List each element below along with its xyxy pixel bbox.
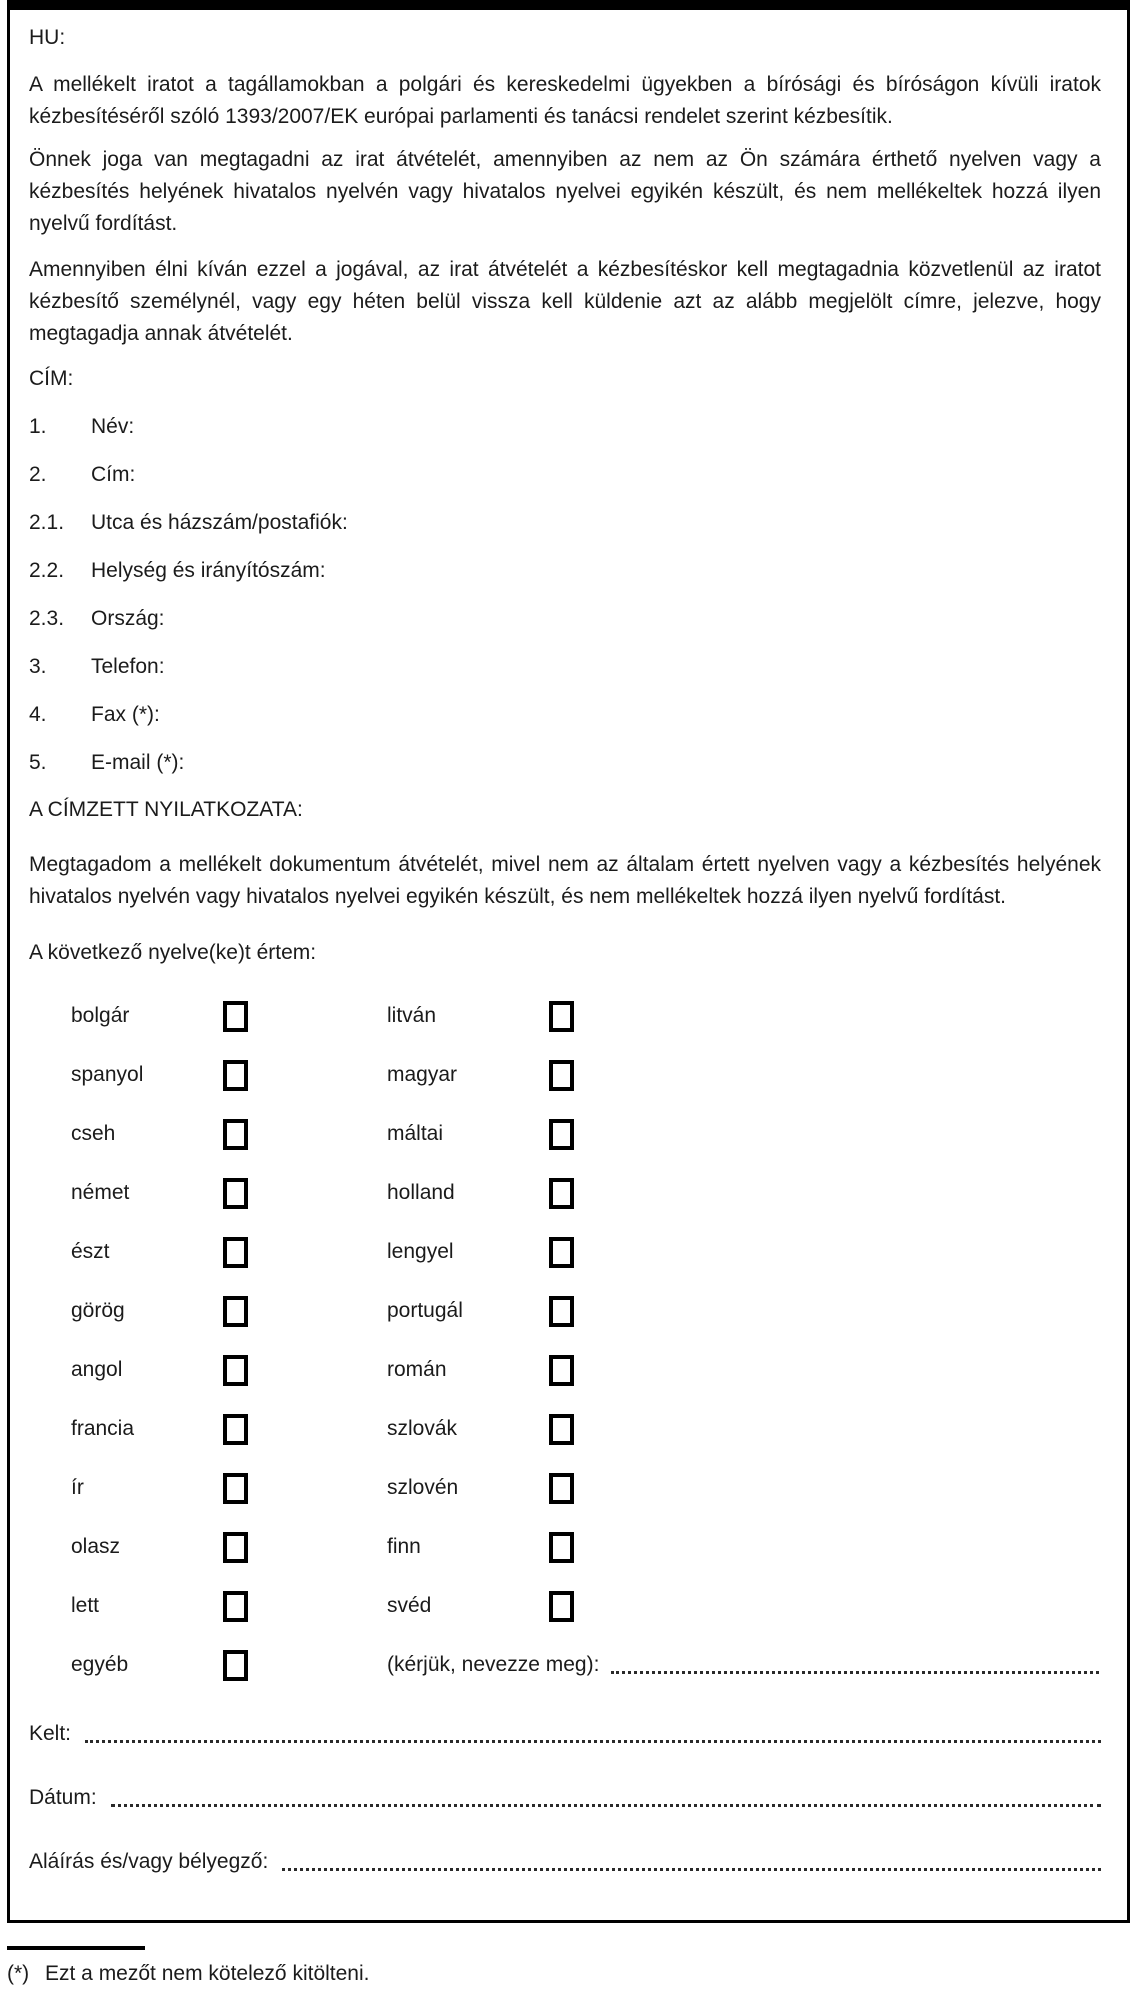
signature-row xyxy=(29,1846,1101,1878)
language-row xyxy=(71,1531,1101,1563)
declaration-heading: A CÍMZETT NYILATKOZATA: xyxy=(29,798,303,821)
checkbox-cseh[interactable] xyxy=(223,1119,248,1150)
language-label-lengyel: lengyel xyxy=(387,1240,454,1263)
language-row-other xyxy=(71,1649,1101,1681)
checkbox-angol[interactable] xyxy=(223,1355,248,1386)
language-row xyxy=(71,1472,1101,1504)
checkbox-finn[interactable] xyxy=(549,1532,574,1563)
address-field-number: 5. xyxy=(29,751,47,774)
footnote xyxy=(7,1959,370,1989)
kelt-label: Kelt: xyxy=(29,1722,72,1745)
language-row xyxy=(71,1177,1101,1209)
address-field-helyseg xyxy=(29,555,1101,587)
address-field-number: 2.3. xyxy=(29,607,65,630)
checkbox-lengyel[interactable] xyxy=(549,1237,574,1268)
intro-paragraph-3: Amennyiben élni kíván ezzel a jogával, az irat átvételét a kézbesítéskor kell megtagadnia közvetlenül az iratot kézbesítő személynél, vagy egy héten belül vissza kell küldenie azt az alább megjelölt címre, jelezve, hogy megtagadja annak átvételét. xyxy=(29,258,1101,345)
checkbox-szlovak[interactable] xyxy=(549,1414,574,1445)
checkbox-szloven[interactable] xyxy=(549,1473,574,1504)
address-field-number: 2.1. xyxy=(29,511,65,534)
address-field-nev xyxy=(29,411,1101,443)
signature-label: Aláírás és/vagy bélyegző: xyxy=(29,1850,269,1873)
address-field-orszag xyxy=(29,603,1101,635)
languages-intro: A következő nyelve(ke)t értem: xyxy=(29,941,317,964)
language-label-roman: román xyxy=(387,1358,447,1381)
other-language-prompt: (kérjük, nevezze meg): xyxy=(387,1653,600,1676)
footnote-marker: (*) xyxy=(7,1962,30,1985)
language-label-sved: svéd xyxy=(387,1594,432,1617)
language-label-portugal: portugál xyxy=(387,1299,463,1322)
footnote-text: Ezt a mezőt nem kötelező kitölteni. xyxy=(45,1962,370,1985)
address-field-cim xyxy=(29,459,1101,491)
language-row xyxy=(71,1295,1101,1327)
language-label-cseh: cseh xyxy=(71,1122,116,1145)
language-label-nemet: német xyxy=(71,1181,130,1204)
language-row xyxy=(71,1059,1101,1091)
address-field-utca xyxy=(29,507,1101,539)
checkbox-maltai[interactable] xyxy=(549,1119,574,1150)
checkbox-litvan[interactable] xyxy=(549,1001,574,1032)
address-field-telefon xyxy=(29,651,1101,683)
language-row xyxy=(71,1000,1101,1032)
language-row xyxy=(71,1236,1101,1268)
address-field-label: Helység és irányítószám: xyxy=(91,559,326,582)
declaration-paragraph: Megtagadom a mellékelt dokumentum átvételét, mivel nem az általam értett nyelven vagy a kézbesítés helyének hivatalos nyelvén vagy hivatalos nyelvei egyikén készült, és nem mellékeltek hozzá ilyen nyelvű fordítást. xyxy=(29,853,1101,908)
datum-fill-line[interactable] xyxy=(111,1804,1101,1807)
address-field-number: 2.2. xyxy=(29,559,65,582)
checkbox-magyar[interactable] xyxy=(549,1060,574,1091)
datum-row xyxy=(29,1782,1101,1814)
checkbox-spanyol[interactable] xyxy=(223,1060,248,1091)
language-row xyxy=(71,1413,1101,1445)
address-field-label: Ország: xyxy=(91,607,165,630)
checkbox-nemet[interactable] xyxy=(223,1178,248,1209)
address-heading: CÍM: xyxy=(29,367,74,390)
other-language-fill-line[interactable] xyxy=(611,1671,1099,1674)
address-field-number: 3. xyxy=(29,655,47,678)
footnote-rule xyxy=(7,1946,145,1950)
language-label-francia: francia xyxy=(71,1417,135,1440)
address-field-number: 2. xyxy=(29,463,47,486)
address-field-label: Cím: xyxy=(91,463,136,486)
checkbox-sved[interactable] xyxy=(549,1591,574,1622)
language-label-finn: finn xyxy=(387,1535,421,1558)
intro-paragraph-1: A mellékelt iratot a tagállamokban a polgári és kereskedelmi ügyekben a bírósági és bíróságon kívüli iratok kézbesítéséről szóló 1393/2007/EK európai parlamenti és tanácsi rendelet szerint kézbesítik. xyxy=(29,73,1101,128)
checkbox-portugal[interactable] xyxy=(549,1296,574,1327)
language-tag: HU: xyxy=(29,26,66,49)
checkbox-olasz[interactable] xyxy=(223,1532,248,1563)
address-field-fax xyxy=(29,699,1101,731)
language-label-maltai: máltai xyxy=(387,1122,444,1145)
language-label-magyar: magyar xyxy=(387,1063,458,1086)
address-field-number: 1. xyxy=(29,415,47,438)
language-label-olasz: olasz xyxy=(71,1535,121,1558)
language-label-angol: angol xyxy=(71,1358,123,1381)
language-label-holland: holland xyxy=(387,1181,455,1204)
language-label-bolgar: bolgár xyxy=(71,1004,130,1027)
checkbox-ir[interactable] xyxy=(223,1473,248,1504)
language-row xyxy=(71,1590,1101,1622)
address-field-label: Név: xyxy=(91,415,135,438)
language-label-eszt: észt xyxy=(71,1240,110,1263)
checkbox-bolgar[interactable] xyxy=(223,1001,248,1032)
language-row xyxy=(71,1354,1101,1386)
address-field-number: 4. xyxy=(29,703,47,726)
language-label-egyeb: egyéb xyxy=(71,1653,129,1676)
language-label-litvan: litván xyxy=(387,1004,437,1027)
language-row xyxy=(71,1118,1101,1150)
checkbox-holland[interactable] xyxy=(549,1178,574,1209)
language-label-gorog: görög xyxy=(71,1299,125,1322)
language-label-szlovak: szlovák xyxy=(387,1417,458,1440)
checkbox-eszt[interactable] xyxy=(223,1237,248,1268)
datum-label: Dátum: xyxy=(29,1786,97,1809)
kelt-fill-line[interactable] xyxy=(85,1740,1101,1743)
language-label-szloven: szlovén xyxy=(387,1476,459,1499)
checkbox-francia[interactable] xyxy=(223,1414,248,1445)
checkbox-gorog[interactable] xyxy=(223,1296,248,1327)
language-label-lett: lett xyxy=(71,1594,100,1617)
address-field-label: Telefon: xyxy=(91,655,165,678)
address-field-label: Fax (*): xyxy=(91,703,160,726)
checkbox-egyeb[interactable] xyxy=(223,1650,248,1681)
address-field-label: E-mail (*): xyxy=(91,751,185,774)
form-border-box xyxy=(7,0,1130,1923)
language-label-ir: ír xyxy=(71,1476,84,1499)
address-field-email xyxy=(29,747,1101,779)
signature-fill-line[interactable] xyxy=(282,1868,1101,1871)
intro-paragraph-2: Önnek joga van megtagadni az irat átvételét, amennyiben az nem az Ön számára érthető nyelven vagy a kézbesítés helyének hivatalos nyelvén vagy hivatalos nyelvei egyikén készült, és nem mellékeltek hozzá ilyen nyelvű fordítást. xyxy=(29,148,1101,235)
checkbox-roman[interactable] xyxy=(549,1355,574,1386)
kelt-row xyxy=(29,1718,1101,1750)
checkbox-lett[interactable] xyxy=(223,1591,248,1622)
address-field-label: Utca és házszám/postafiók: xyxy=(91,511,348,534)
language-label-spanyol: spanyol xyxy=(71,1063,144,1086)
